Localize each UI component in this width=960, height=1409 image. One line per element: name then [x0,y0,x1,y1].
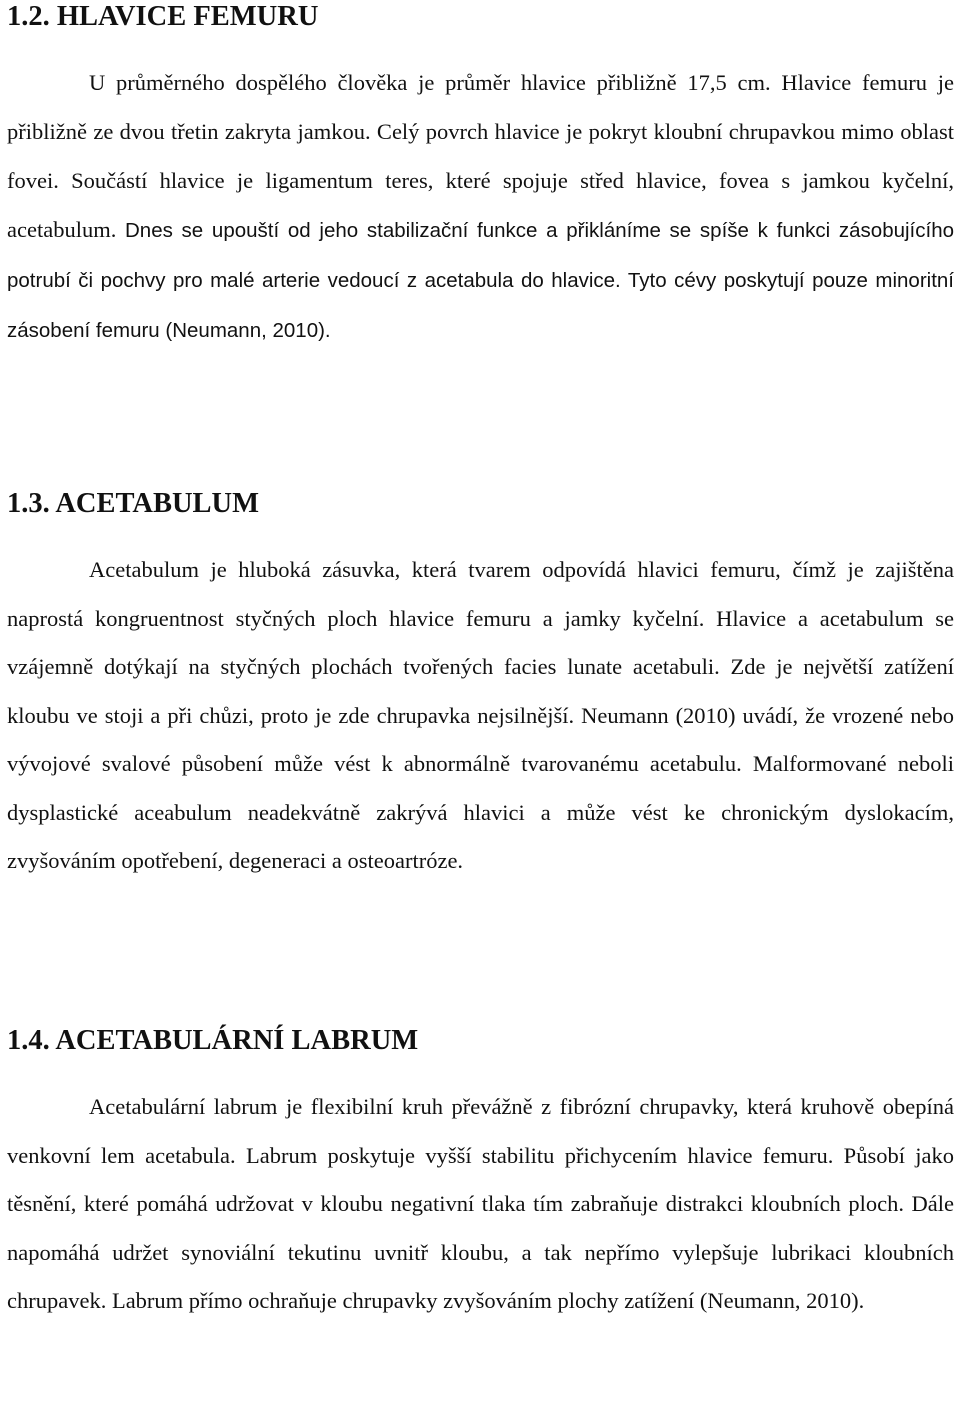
paragraph-text-part1: Acetabulární labrum je flexibilní kruh převážně z fibrózní chrupavky, která kruhově obepíná venkovní lem acetabula. Labrum poskytuje vyšší stabilitu přichycením hlavice femuru. Působí jako těsnění, které pomáhá udržovat v kloubu negativní tlak [7,1094,954,1216]
section-paragraph-acetabularni-labrum [7,1083,954,1326]
paragraph-text: Acetabulum je hluboká zásuvka, která tvarem odpovídá hlavici femuru, čímž je zajištěna naprostá kongruentnost styčných ploch hlavice femuru a jamky kyčelní. Hlavice a acetabulum se vzájemně dotýkají na styčných plochách tvořených facies lunate acetabuli. Zde je největší zatížení kloubu ve stoji a při chůzi, proto je zde chrupavka nejsilnější. Neumann (2010) uvádí, že vrozené nebo vývojové svalové působení může vést k abnormálně tvarovanému acetabulu. Malformované neboli dysplastické aceabulum neadekvátně zakrývá hlavici a může vést ke chronickým dyslokacím, zvyšováním opotřebení, degeneraci a osteoartróze. [7,557,954,873]
section-heading-acetabularni-labrum [7,1027,418,1056]
paragraph-text-part2: a tím zabraňuje distrakci kloubních ploch. Dále napomáhá udržet synoviální tekutinu uvnitř kloubu, a tak nepřímo vylepšuje lubrikaci kloubních chrupavek. Labrum přímo ochraňuje chrupavky zvyšováním plochy zatížení (Neumann, 2010). [7,1191,955,1313]
section-heading-acetabulum [7,490,259,519]
section-number: 1.3. [7,488,50,519]
section-title: HLAVICE FEMURU [56,1,319,32]
paragraph-text-serif: U průměrného dospělého člověka je průměr hlavice přibližně 17,5 cm. Hlavice femuru je přibližně ze dvou třetin zakryta jamkou. Celý povrch hlavice je pokryt kloubní chrupavkou mimo oblast fovei. Součástí hlavice je ligamentum teres, které spojuje střed hlavice, fovea s jamkou kyčelní, acetabulum. [7,70,954,242]
section-number: 1.2. [7,1,50,32]
section-paragraph-acetabulum [7,546,954,886]
section-heading-hlavice-femuru [7,3,318,32]
section-number: 1.4. [7,1025,50,1056]
paragraph-text-sans: Dnes se upouští od jeho stabilizační funkce a přikláníme se spíše k funkci zásobujícího potrubí či pochvy pro malé arterie vedoucí z acetabula do hlavice. Tyto cévy poskytují pouze minoritní zásobení femuru (Neumann, 2010). [7,219,954,342]
section-title: ACETABULÁRNÍ LABRUM [55,1025,419,1056]
section-title: ACETABULUM [55,488,260,519]
section-paragraph-hlavice-femuru [7,58,954,355]
